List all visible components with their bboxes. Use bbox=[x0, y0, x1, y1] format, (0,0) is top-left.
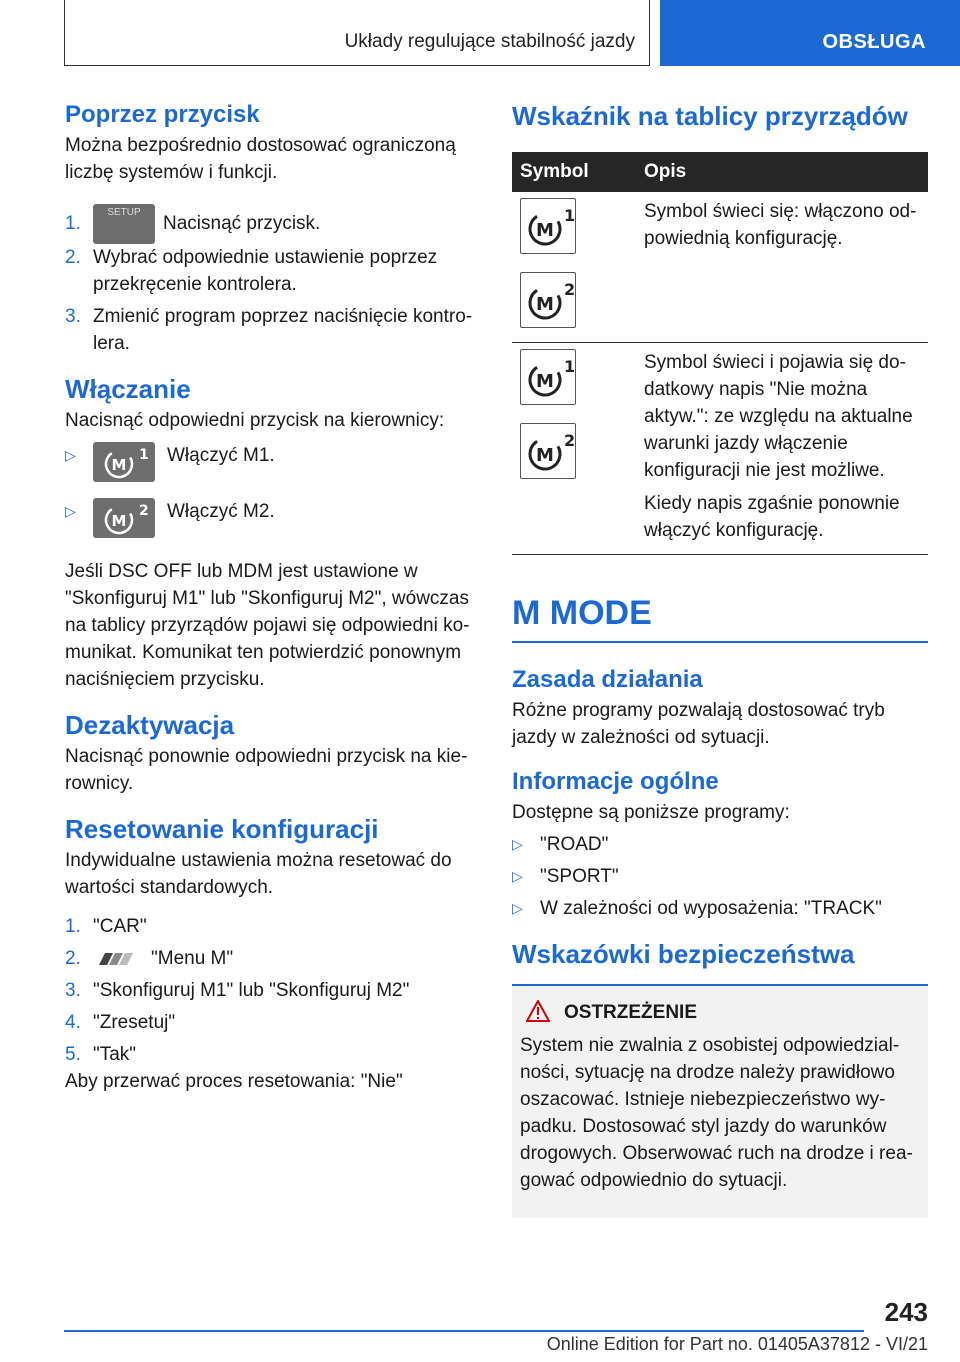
heading-disable: Dezaktywacja bbox=[65, 710, 235, 741]
svg-text:1: 1 bbox=[564, 357, 575, 376]
step-text: "Menu M" bbox=[151, 948, 234, 970]
svg-text:M: M bbox=[111, 512, 127, 531]
svg-text:M: M bbox=[536, 445, 554, 466]
m1-indicator-icon bbox=[520, 349, 576, 405]
enable-m2-text: Włączyć M2. bbox=[167, 501, 275, 523]
reset-abort: Aby przerwać proces resetowania: "Nie" bbox=[65, 1071, 403, 1093]
left-column bbox=[65, 98, 480, 1095]
enable-intro: Nacisnąć odpowiedni przycisk na kierownicy: bbox=[65, 410, 445, 432]
enable-note: Jeśli DSC OFF lub MDM jest ustawione w "Skonfiguruj M1" lub "Skonfiguruj M2", wówczas na tablicy przyrządów pojawi się odpowiedni komunikat. Komunikat ten potwierdzić ponownym naciśnięciem przycisku. bbox=[65, 561, 470, 691]
list-item bbox=[65, 244, 480, 298]
heading-enable: Włączanie bbox=[65, 374, 191, 405]
bullet-triangle-icon: ▷ bbox=[512, 836, 523, 852]
edition-note: Online Edition for Part no. 01405A37812 - VI/21 bbox=[546, 1334, 928, 1354]
heading-principle: Zasada działania bbox=[512, 666, 703, 693]
m1-button-icon bbox=[93, 442, 155, 482]
program-list bbox=[512, 831, 928, 922]
list-item bbox=[65, 945, 480, 972]
chapter-title: Układy regulujące stabilność jazdy bbox=[344, 31, 635, 52]
bullet-triangle-icon: ▷ bbox=[65, 503, 76, 520]
chapter-title-box bbox=[64, 0, 650, 66]
list-item bbox=[65, 1009, 480, 1036]
table-row bbox=[512, 343, 928, 555]
program-item: "SPORT" bbox=[540, 866, 619, 887]
page-header bbox=[0, 0, 960, 66]
warning-header bbox=[520, 998, 920, 1028]
step-text: "Skonfiguruj M1" lub "Skonfiguruj M2" bbox=[93, 980, 410, 1002]
heading-safety: Wskazówki bezpieczeństwa bbox=[512, 939, 855, 969]
svg-text:2: 2 bbox=[139, 503, 149, 520]
m2-button-icon bbox=[93, 498, 155, 538]
svg-text:2: 2 bbox=[564, 431, 575, 450]
heading-via-button: Poprzez przycisk bbox=[65, 101, 260, 128]
section-divider bbox=[512, 641, 928, 643]
list-item bbox=[65, 977, 480, 1004]
step-text: Nacisnąć przycisk. bbox=[163, 213, 321, 235]
bullet-triangle-icon: ▷ bbox=[512, 900, 523, 916]
page-number: 243 bbox=[884, 1297, 928, 1327]
warning-box bbox=[512, 986, 928, 1218]
heading-indicator: Wskaźnik na tablicy przyrządów bbox=[512, 101, 908, 131]
bullet-triangle-icon: ▷ bbox=[512, 868, 523, 884]
list-item bbox=[65, 303, 480, 357]
table-header-desc: Opis bbox=[636, 152, 928, 192]
step-text: Zmienić program poprzez naciśnięcie kontrolera. bbox=[93, 306, 473, 355]
svg-text:1: 1 bbox=[139, 447, 149, 464]
warning-triangle-icon bbox=[526, 1000, 550, 1022]
step-number: 1. bbox=[65, 213, 81, 234]
enable-list bbox=[65, 442, 480, 546]
program-item: "ROAD" bbox=[540, 834, 609, 855]
svg-text:M: M bbox=[536, 294, 554, 315]
step-number: 3. bbox=[65, 980, 81, 1002]
program-item: W zależności od wyposażenia: "TRACK" bbox=[540, 898, 882, 919]
m-menu-icon bbox=[93, 952, 143, 966]
indicator-desc: Symbol świeci i pojawia się dodatkowy napis "Nie można aktyw.": ze względu na aktualne warunki jazdy włączenie konfiguracji nie jest możliwe. bbox=[644, 352, 913, 481]
via-button-intro: Można bezpośrednio dostosować ograniczoną liczbę systemów i funkcji. bbox=[65, 135, 456, 183]
right-column bbox=[512, 98, 928, 1218]
svg-text:M: M bbox=[536, 371, 554, 392]
svg-text:1: 1 bbox=[564, 206, 575, 225]
disable-text: Nacisnąć ponownie odpowiedni przycisk na kierownicy. bbox=[65, 746, 468, 795]
step-number: 2. bbox=[65, 948, 81, 970]
svg-text:M: M bbox=[111, 456, 127, 475]
indicator-table bbox=[512, 152, 928, 555]
section-tab[interactable] bbox=[660, 0, 960, 66]
list-item bbox=[65, 1041, 480, 1068]
list-item bbox=[65, 913, 480, 940]
section-tab-label: OBSŁUGA bbox=[822, 31, 926, 53]
step-number: 2. bbox=[65, 247, 81, 269]
step-text: Wybrać odpowiednie ustawienie poprzez przekręcenie kontrolera. bbox=[93, 247, 438, 296]
indicator-desc-extra: Kiedy napis zgaśnie ponownie włączyć konfigurację. bbox=[644, 493, 900, 541]
step-number: 4. bbox=[65, 1012, 81, 1034]
heading-mmode: M MODE bbox=[512, 594, 652, 632]
m2-indicator-icon bbox=[520, 272, 576, 328]
general-intro: Dostępne są poniższe programy: bbox=[512, 802, 790, 823]
step-text: "Zresetuj" bbox=[93, 1012, 176, 1034]
bullet-triangle-icon: ▷ bbox=[65, 447, 76, 464]
enable-m1-text: Włączyć M1. bbox=[167, 445, 275, 467]
principle-text: Różne programy pozwalają dostosować tryb jazdy w zależności od sytuacji. bbox=[512, 700, 885, 748]
reset-steps bbox=[65, 913, 480, 1068]
footer-divider bbox=[64, 1330, 864, 1332]
m1-indicator-icon bbox=[520, 198, 576, 254]
list-item bbox=[512, 863, 928, 890]
list-item bbox=[65, 498, 480, 546]
step-text: "Tak" bbox=[93, 1044, 137, 1066]
indicator-desc: Symbol świeci się: włączono odpowiednią konfigurację. bbox=[644, 201, 917, 249]
step-number: 3. bbox=[65, 306, 81, 328]
step-number: 5. bbox=[65, 1044, 81, 1066]
svg-text:2: 2 bbox=[564, 280, 575, 299]
list-item bbox=[65, 442, 480, 490]
warning-title: OSTRZEŻENIE bbox=[564, 1002, 698, 1023]
step-text: "CAR" bbox=[93, 916, 147, 938]
reset-intro: Indywidualne ustawienia można resetować do wartości standardowych. bbox=[65, 850, 452, 899]
svg-text:M: M bbox=[536, 220, 554, 241]
list-item bbox=[512, 831, 928, 858]
heading-reset: Resetowanie konfiguracji bbox=[65, 814, 379, 845]
heading-general: Informacje ogólne bbox=[512, 768, 719, 795]
list-item bbox=[512, 895, 928, 922]
table-row bbox=[512, 192, 928, 343]
table-header-symbol: Symbol bbox=[512, 152, 636, 192]
step-number: 1. bbox=[65, 916, 81, 938]
m2-indicator-icon bbox=[520, 423, 576, 479]
warning-text: System nie zwalnia z osobistej odpowiedzialności, sytuację na drodze należy prawidłowo oszacować. Istnieje niebezpieczeństwo wypadku. Dostosować styl jazdy do warunków drogowych. Obserwować ruch na drodze i reagować odpowiednio do sytuacji. bbox=[520, 1035, 913, 1191]
list-item bbox=[65, 204, 480, 244]
setup-button-icon: SETUP bbox=[93, 204, 155, 244]
via-button-steps bbox=[65, 204, 480, 357]
